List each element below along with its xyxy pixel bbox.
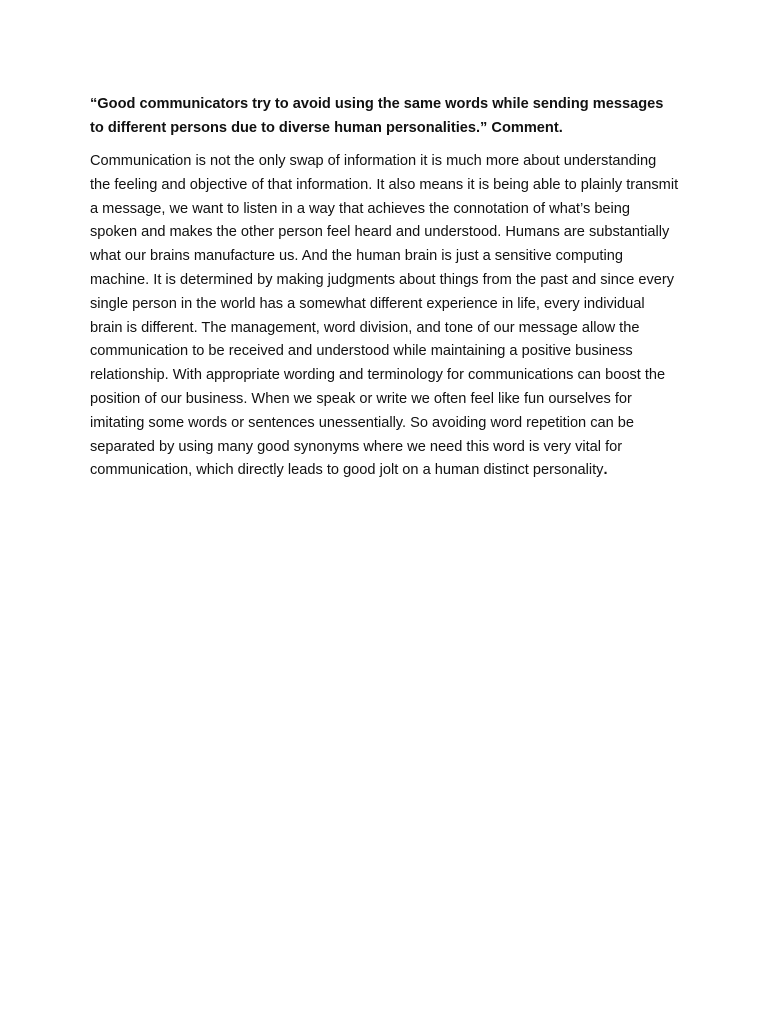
answer-text: Communication is not the only swap of information it is much more about understanding the feeling and objective of that information. It also means it is being able to plainly transmit a message, we want to listen in a way that achieves the connotation of what’s being spoken and makes the other person feel heard and understood. Humans are substantially what our brains manufacture us. And the human brain is just a sensitive computing machine. It is determined by making judgments about things from the past and since every single person in the world has a somewhat different experience in life, every individual brain is different. The management, word division, and tone of our message allow the communication to be received and understood while maintaining a positive business relationship. With appropriate wording and terminology for communications can boost the position of our business. When we speak or write we often feel like fun ourselves for imitating some words or sentences unessentially. So avoiding word repetition can be separated by using many good synonyms where we need this word is very vital for communication, which directly leads to good jolt on a human distinct personality: [90, 153, 679, 479]
document-body: [90, 92, 680, 483]
answer-end-mark: .: [603, 462, 608, 479]
answer-paragraph: [90, 150, 680, 483]
question-heading: “Good communicators try to avoid using the same words while sending messages to different persons due to diverse human personalities.” Comment.: [90, 96, 664, 136]
